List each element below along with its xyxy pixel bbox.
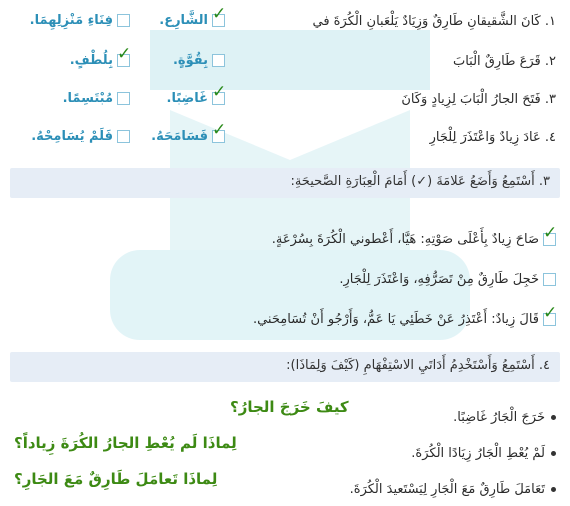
option-2-checkbox[interactable] xyxy=(117,92,130,105)
question-row: ١. كَانَ الشَّقيقانِ طَارِقٌ وَزِيَادٌ يَلْعَبانِ الْكُرَةَ في xyxy=(312,14,556,29)
option-2-label: مُبْتَسِمًا. xyxy=(62,91,113,106)
option-2[interactable] xyxy=(31,129,130,144)
option-2[interactable] xyxy=(63,91,130,106)
check-icon: ✓ xyxy=(212,82,227,102)
check-icon: ✓ xyxy=(543,303,558,323)
option-2-label: فِنَاءِ مَنْزِلِهِمَا. xyxy=(29,13,113,28)
option-1-label: فَسَامَحَهُ. xyxy=(151,129,208,144)
option-2-checkbox[interactable] xyxy=(117,14,130,27)
answer-text[interactable]: لِماذَا تَعامَلَ طَارِقٌ مَعَ الجَارِ؟ xyxy=(14,470,218,488)
question-row: ٢. قَرَعَ طَارِقٌ الْبَابَ xyxy=(452,54,556,69)
section4-heading: ٤. أَسْتَمِعُ وَأَسْتَخْدِمُ أَدَاتَيِ الاسْتِفْهَامِ (كَيْفَ وَلِمَاذَا): xyxy=(286,358,550,373)
statement-checkbox[interactable] xyxy=(543,273,556,286)
check-icon: ✓ xyxy=(212,120,227,140)
prompt-text: خَرَجَ الْجَارُ غَاضِبًا. xyxy=(453,410,545,425)
question-row: ٤. عَادَ زِيادٌ وَاعْتَذَرَ لِلْجَارِ xyxy=(429,130,556,145)
option-1-label: الشَّارِع. xyxy=(159,13,208,28)
question-row: ٣. فَتَحَ الجارُ الْبَابَ لِزِيادٍ وَكَانَ xyxy=(401,92,556,107)
bullet-icon xyxy=(551,487,556,492)
option-2[interactable] xyxy=(69,44,132,68)
option-2-checkbox[interactable] xyxy=(117,130,130,143)
option-1[interactable] xyxy=(151,120,227,144)
prompt-text: تَعَامَلَ طَارِقٌ مَعَ الْجَارِ لِيَسْتَعيدَ الْكُرَةَ. xyxy=(349,482,545,497)
question-prompt xyxy=(453,410,556,425)
option-1[interactable] xyxy=(166,82,227,106)
option-1-checkbox[interactable] xyxy=(212,120,227,143)
bullet-icon xyxy=(551,451,556,456)
statement-row xyxy=(271,223,558,247)
option-2-label: فَلَمْ يُسَامِحْهُ. xyxy=(31,129,113,144)
bullet-icon xyxy=(551,415,556,420)
prompt-text: لَمْ يُعْطِ الْجَارُ زِيَادًا الْكُرَةَ. xyxy=(411,446,545,461)
section3-heading: ٣. أَسْتَمِعُ وَأَضَعُ عَلامَةَ (✓) أَمَامَ الْعِبَارَةِ الصَّحيحَةِ: xyxy=(290,174,550,189)
option-1-checkbox[interactable] xyxy=(212,4,227,27)
statement-text: خَجِلَ طَارِقٌ مِنْ تَصَرُّفِهِ، وَاعْتَذَرَ لِلْجَارِ. xyxy=(339,272,539,287)
question-prompt xyxy=(350,482,556,497)
option-1-checkbox[interactable] xyxy=(212,82,227,105)
statement-row xyxy=(339,272,556,287)
option-1[interactable] xyxy=(159,4,227,28)
section3-header xyxy=(10,168,560,198)
option-1-label: غَاضِبًا. xyxy=(166,91,208,106)
answer-text[interactable]: لِماذَا لَم يُعْطِ الجارُ الكُرَةَ زِياداً؟ xyxy=(14,434,237,452)
check-icon: ✓ xyxy=(117,44,132,64)
statement-text: صَاحَ زِيادٌ بِأَعْلَى صَوْتِهِ: هَيَّا، أَعْطوني الْكُرَةَ بِسُرْعَةٍ. xyxy=(271,232,539,247)
option-2[interactable] xyxy=(30,13,130,28)
check-icon: ✓ xyxy=(543,223,558,243)
statement-checkbox[interactable] xyxy=(543,223,558,246)
option-1-checkbox[interactable] xyxy=(212,54,225,67)
option-2-label: بِلُطْفٍ. xyxy=(69,53,113,68)
question-prompt xyxy=(411,446,556,461)
option-1[interactable] xyxy=(173,53,225,68)
statement-text: قَالَ زِيادٌ: أَعْتَذِرُ عَنْ خَطَئِي يَا عَمُّ، وَأَرْجُو أَنْ تُسَامِحَني. xyxy=(252,312,539,327)
check-icon: ✓ xyxy=(212,4,227,24)
option-1-label: بِقُوَّةٍ. xyxy=(172,53,208,68)
option-2-checkbox[interactable] xyxy=(117,44,132,67)
statement-checkbox[interactable] xyxy=(543,303,558,326)
statement-row xyxy=(252,303,558,327)
section4-header xyxy=(10,352,560,382)
answer-text[interactable]: كيفَ خَرَجَ الجارُ؟ xyxy=(230,398,349,416)
